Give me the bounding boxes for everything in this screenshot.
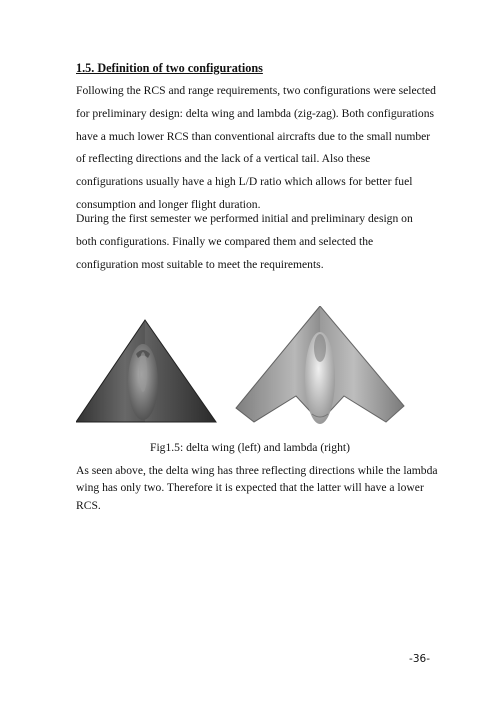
section-heading: 1.5. Definition of two configurations <box>76 61 263 75</box>
page-number: -36- <box>409 653 430 665</box>
paragraph-3: As seen above, the delta wing has three reflecting directions while the lambda wing has only two. Therefore it is expected that the latter will have a lower RCS. <box>76 464 438 512</box>
delta-wing-image <box>76 320 216 422</box>
figure-aircraft-configurations <box>76 306 436 436</box>
figure-svg <box>76 306 436 436</box>
figure-caption: Fig1.5: delta wing (left) and lambda (right) <box>150 441 350 454</box>
lambda-wing-image <box>236 306 404 424</box>
paragraph-2: During the first semester we performed initial and preliminary design on both configurations. Finally we compared them and selected the configuration most suitable to meet the requirements. <box>76 212 413 271</box>
paragraph-1: Following the RCS and range requirements, two configurations were selected for preliminary design: delta wing and lambda (zig-zag). Both configurations have a much lower RCS than conventional aircrafts due to the small number of reflecting directions and the lack of a vertical tail. Also these configurations usually have a high L/D ratio which allows for better fuel consumption and longer flight duration. <box>76 84 436 211</box>
